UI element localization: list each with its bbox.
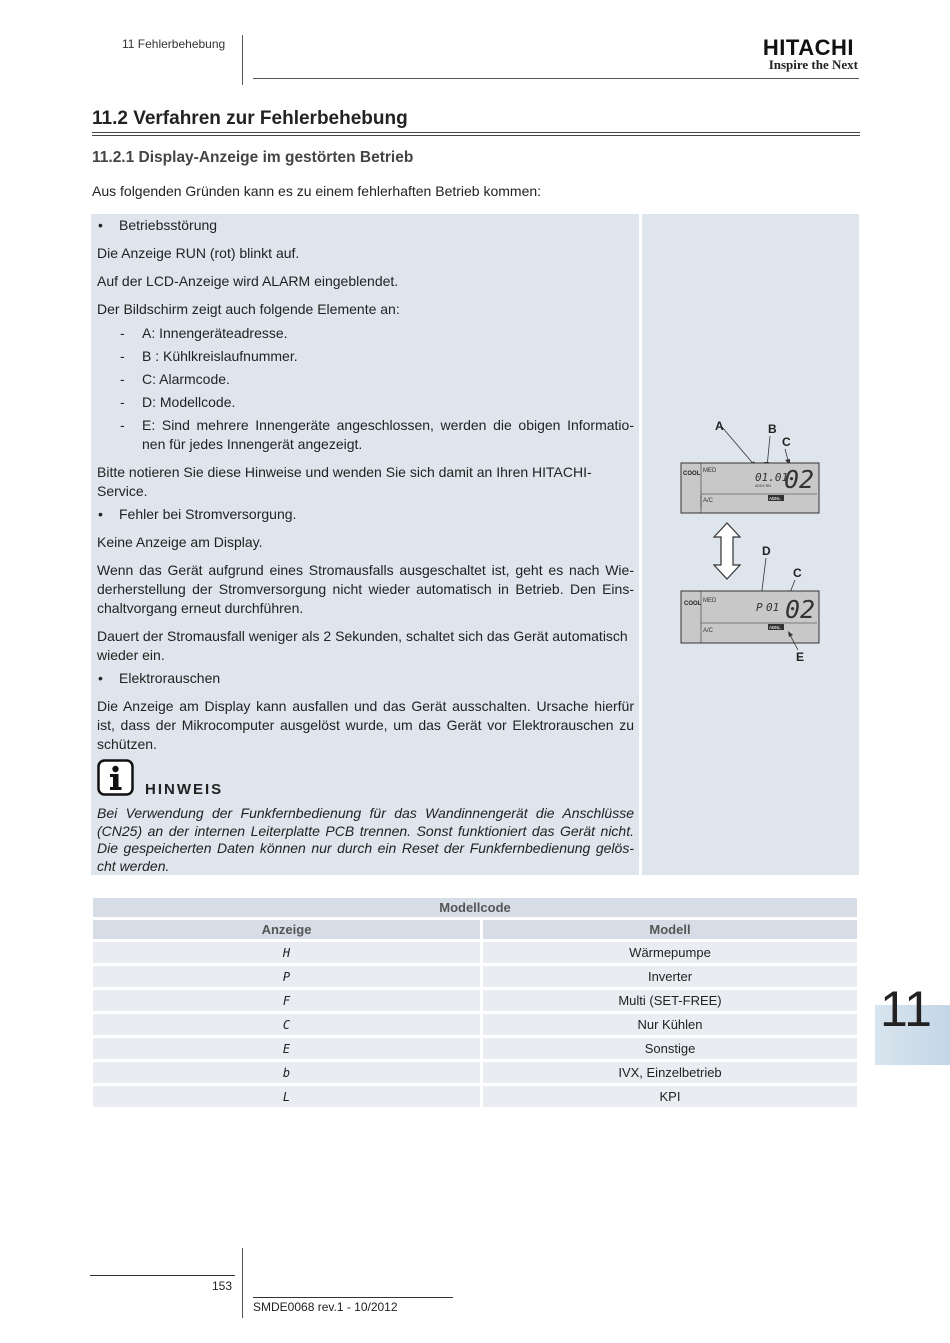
table-row: [93, 990, 857, 1011]
document-id: SMDE0068 rev.1 - 10/2012: [253, 1300, 398, 1314]
lcd-med: MED: [703, 598, 717, 604]
footer-rule: [253, 1297, 453, 1298]
model-name: KPI: [483, 1086, 857, 1107]
double-arrow-icon: [714, 523, 740, 579]
footer-divider-vertical: [242, 1248, 243, 1318]
lcd-model-code: P: [756, 601, 763, 614]
column-header-display: Anzeige: [93, 920, 480, 939]
paragraph: Die Anzeige RUN (rot) blinkt auf.: [97, 245, 300, 261]
list-item-d: - D: Modellcode.: [97, 393, 634, 412]
section-title: 11.2 Verfahren zur Fehlerbehebung: [92, 108, 408, 129]
hinweis-title: HINWEIS: [145, 781, 224, 798]
content-text: [97, 216, 634, 763]
model-name: Sonstige: [483, 1038, 857, 1059]
model-name: Multi (SET-FREE): [483, 990, 857, 1011]
list-item-e: - E: Sind mehrere Innengeräte angeschlossen, werden die obigen Informatio-nen für jedes Innengerät angezeigt.: [97, 416, 634, 454]
display-code: P: [93, 966, 480, 987]
arrow-a: [722, 427, 756, 467]
display-code: L: [93, 1086, 480, 1107]
lcd-unit-number: 01: [766, 601, 780, 614]
label-c-lower: C: [793, 566, 802, 580]
paragraph: Auf der LCD-Anzeige wird ALARM eingeblendet.: [97, 273, 399, 289]
list-item-a: - A: Innengeräteadresse.: [97, 324, 634, 343]
hitachi-tagline: Inspire the Next: [768, 57, 858, 72]
paragraph: Keine Anzeige am Display.: [97, 534, 263, 550]
column-header-model: Modell: [483, 920, 857, 939]
lcd-ac: A/C: [703, 628, 714, 634]
list-item-c: - C: Alarmcode.: [97, 370, 634, 389]
hinweis-text: Bei Verwendung der Funkfernbedienung für das Wandinnengerät die Anschlüsse (CN25) an der internen Leiterplatte PCB trennen. Sonst funktioniert das Gerät nicht. Die gespeicherten Daten können nur durch ein Reset der Funkfernbedienung gelös-cht werden.: [97, 805, 634, 874]
display-code: b: [93, 1062, 480, 1083]
bullet-stromversorgung: • Fehler bei Stromversorgung.: [97, 505, 634, 524]
lcd-panel-2: [681, 591, 819, 643]
hitachi-logo: HITACHI: [762, 35, 854, 60]
lcd-cool: COOL: [683, 471, 701, 477]
bullet-betriebsstoerung: • Betriebsstörung: [97, 216, 634, 235]
lcd-address: 01.01: [755, 471, 789, 484]
paragraph: Dauert der Stromausfall weniger als 2 Sekunden, schaltet sich das Gerät automatisch wieder ein.: [97, 628, 628, 663]
title-rule: [92, 132, 860, 133]
table-row: [93, 1086, 857, 1107]
label-a: A: [715, 419, 724, 433]
lcd-alarm-code: 02: [784, 465, 815, 494]
model-code-table: [90, 895, 860, 1110]
lcd-adds-label: ADDS RN: [755, 484, 771, 488]
model-name: IVX, Einzelbetrieb: [483, 1062, 857, 1083]
label-b: B: [768, 422, 777, 436]
model-name: Nur Kühlen: [483, 1014, 857, 1035]
label-c: C: [782, 435, 791, 449]
lcd-alarm-code: 02: [785, 595, 816, 624]
display-code: E: [93, 1038, 480, 1059]
subsection-title: 11.2.1 Display-Anzeige im gestörten Betrieb: [92, 149, 414, 166]
lcd-cool: COOL: [684, 601, 702, 607]
label-d: D: [762, 544, 771, 558]
intro-text: Aus folgenden Gründen kann es zu einem fehlerhaften Betrieb kommen:: [92, 183, 542, 199]
paragraph: Wenn das Gerät aufgrund eines Stromausfalls ausgeschaltet ist, geht es nach Wie-derherstellung der Stromversorgung nicht wieder automatisch in Betrieb. Den Eins-chaltvorgang erneut durchführen.: [97, 562, 634, 616]
display-code: C: [93, 1014, 480, 1035]
table-row: [93, 1038, 857, 1059]
model-name: Wärmepumpe: [483, 942, 857, 963]
list-item-b: - B : Kühlkreislaufnummer.: [97, 347, 634, 366]
table-row: [93, 1014, 857, 1035]
header-section-title: 11 Fehlerbehebung: [122, 37, 226, 51]
header-divider-vertical: [242, 35, 243, 85]
page-number: 153: [212, 1279, 233, 1293]
title-rule: [92, 135, 860, 136]
label-e: E: [796, 650, 805, 664]
footer-rule: [90, 1275, 235, 1276]
display-code: F: [93, 990, 480, 1011]
lcd-panel-1: [681, 463, 819, 513]
bullet-elektrorauschen: • Elektrorauschen: [97, 669, 634, 688]
lcd-abnl: ABNL: [769, 625, 781, 630]
model-name: Inverter: [483, 966, 857, 987]
header-divider-horizontal: [253, 78, 859, 79]
paragraph: Die Anzeige am Display kann ausfallen und das Gerät ausschalten. Ursache hierfür ist, dass der Mikrocomputer ausgelöst wurde, um das Gerät vor Elektrorauschen zu schützen.: [97, 698, 634, 752]
table-row: [93, 966, 857, 987]
lcd-ac: A/C: [703, 498, 714, 504]
table-title: Modellcode: [93, 898, 857, 917]
table-row: [93, 1062, 857, 1083]
info-icon: [97, 759, 134, 796]
paragraph: Bitte notieren Sie diese Hinweise und wenden Sie sich damit an Ihren HITACHI-Service.: [97, 464, 592, 499]
paragraph: Der Bildschirm zeigt auch folgende Elemente an:: [97, 301, 400, 317]
lcd-display-figure: [675, 415, 835, 675]
table-row: [93, 942, 857, 963]
display-code: H: [93, 942, 480, 963]
chapter-number: 11: [880, 981, 932, 1037]
lcd-med: MED: [703, 468, 717, 474]
lcd-abnl: ABNL: [769, 496, 781, 501]
